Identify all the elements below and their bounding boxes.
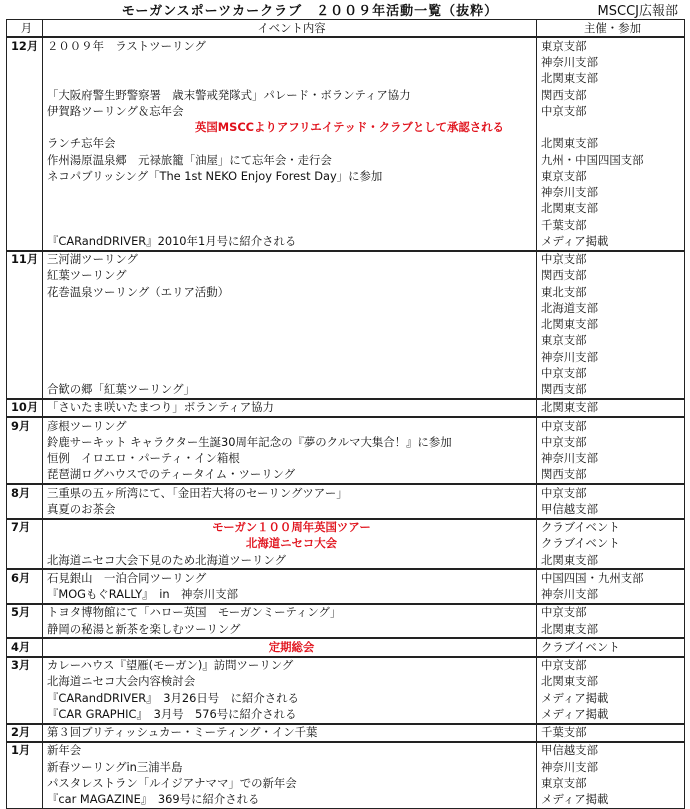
event-cell: 三河湖ツーリング [43,251,537,268]
event-cell: トヨタ博物館にて「ハロー英国 モーガンミーティング」 [43,604,537,621]
table-header-row [7,20,685,38]
department-label: MSCCJ広報部 [597,4,678,19]
table-row [7,136,685,152]
title-bar [0,0,690,18]
host-cell: 神奈川支部 [537,185,685,201]
month-cell [7,201,43,217]
table-row [7,690,685,706]
event-cell: 『car MAGAZINE』 369号に紹介される [43,792,537,809]
table-row [7,604,685,621]
table-row [7,417,685,434]
host-cell: 北関東支部 [537,317,685,333]
event-cell: 『CAR GRAPHIC』 3月号 576号に紹介される [43,706,537,723]
event-cell: 三重県の五ヶ所湾にて、「金田若大将のセーリングツアー」 [43,484,537,501]
host-cell: 北関東支部 [537,674,685,690]
host-cell: 甲信越支部 [537,501,685,518]
host-cell: 北関東支部 [537,399,685,417]
table-row [7,536,685,552]
table-row [7,300,685,316]
table-row [7,251,685,268]
table-row [7,399,685,417]
table-row [7,152,685,168]
table-row [7,775,685,791]
host-cell: 北海道支部 [537,300,685,316]
month-cell [7,434,43,450]
month-cell: 12月 [7,37,43,54]
event-cell: 「さいたま咲いたまつり」ボランティア協力 [43,399,537,417]
event-cell [43,333,537,349]
page-title: モーガンスポーツカークラブ ２００９年活動一覧（抜粋） [121,4,499,19]
table-row [7,501,685,518]
event-cell: 鈴鹿サーキット キャラクター生誕30周年記念の『夢のクルマ大集合！』に参加 [43,434,537,450]
host-cell: 神奈川支部 [537,759,685,775]
host-column-header: 主催・参加 [537,20,685,38]
month-cell: 7月 [7,519,43,536]
host-cell: 神奈川支部 [537,55,685,71]
month-cell [7,467,43,484]
host-cell: 千葉支部 [537,724,685,742]
host-cell: 中京支部 [537,417,685,434]
event-cell: 合歓の郷「紅葉ツーリング」 [43,382,537,399]
month-cell [7,300,43,316]
month-cell [7,87,43,103]
host-cell: 東京支部 [537,37,685,54]
month-cell [7,775,43,791]
month-cell: 9月 [7,417,43,434]
table-row [7,37,685,54]
host-cell: 神奈川支部 [537,451,685,467]
event-cell: 彦根ツーリング [43,417,537,434]
host-cell: 神奈川支部 [537,349,685,365]
table-row [7,317,685,333]
table-row [7,657,685,674]
event-cell [43,365,537,381]
host-cell: 北関東支部 [537,552,685,569]
month-cell: 1月 [7,742,43,759]
table-row [7,55,685,71]
event-cell: 新春ツーリングin三浦半島 [43,759,537,775]
activity-table [6,19,685,809]
month-cell [7,382,43,399]
month-cell [7,120,43,136]
month-cell: 5月 [7,604,43,621]
event-cell [43,185,537,201]
table-row [7,759,685,775]
host-cell: 千葉支部 [537,217,685,233]
event-cell: 紅葉ツーリング [43,268,537,284]
month-cell: 8月 [7,484,43,501]
month-cell: 10月 [7,399,43,417]
table-row [7,365,685,381]
month-cell [7,317,43,333]
host-cell: 九州・中国四国支部 [537,152,685,168]
host-cell: 北関東支部 [537,201,685,217]
event-column-header: イベント内容 [43,20,537,38]
event-cell: 真夏のお茶会 [43,501,537,518]
event-cell: 恒例 イロエロ・パーティ・イン箱根 [43,451,537,467]
host-cell: 関西支部 [537,87,685,103]
event-cell [43,349,537,365]
event-cell: カレーハウス『望雁(モーガン)』訪問ツーリング [43,657,537,674]
table-row [7,217,685,233]
month-cell [7,706,43,723]
event-cell: 英国MSCCよりアフリエイテッド・クラブとして承認される [43,120,537,136]
month-cell [7,451,43,467]
month-cell [7,55,43,71]
event-cell: 花巻温泉ツーリング（エリア活動） [43,284,537,300]
event-cell: 琵琶湖ログハウスでのティータイム・ツーリング [43,467,537,484]
host-cell [537,120,685,136]
event-cell: 石見銀山 一泊合同ツーリング [43,569,537,586]
host-cell: 甲信越支部 [537,742,685,759]
table-row [7,201,685,217]
month-cell [7,152,43,168]
table-row [7,742,685,759]
event-cell: 『MOGもぐRALLY』 in 神奈川支部 [43,587,537,604]
host-cell: 中京支部 [537,365,685,381]
host-cell: 関西支部 [537,467,685,484]
month-cell: 4月 [7,638,43,656]
host-cell: メディア掲載 [537,792,685,809]
month-cell: 11月 [7,251,43,268]
event-cell: パスタレストラン「ルイジアナママ」での新年会 [43,775,537,791]
event-cell: 北海道ニセコ大会下見のため北海道ツーリング [43,552,537,569]
host-cell: メディア掲載 [537,690,685,706]
event-cell: 新年会 [43,742,537,759]
table-row [7,382,685,399]
host-cell: 東京支部 [537,333,685,349]
table-row [7,349,685,365]
month-cell [7,233,43,250]
host-cell: クラブイベント [537,536,685,552]
table-row [7,434,685,450]
month-cell [7,103,43,119]
month-column-header: 月 [7,20,43,38]
month-cell: 6月 [7,569,43,586]
event-cell: 作州湯原温泉郷 元禄旅籠「油屋」にて忘年会・走行会 [43,152,537,168]
host-cell: 中国四国・九州支部 [537,569,685,586]
table-row [7,71,685,87]
table-row [7,233,685,250]
table-row [7,587,685,604]
event-cell: 「大阪府警生野警察署 歳末警戒発隊式」パレード・ボランティア協力 [43,87,537,103]
host-cell: 神奈川支部 [537,587,685,604]
host-cell: 東京支部 [537,775,685,791]
month-cell [7,217,43,233]
table-row [7,284,685,300]
host-cell: メディア掲載 [537,706,685,723]
event-cell: ネコパブリッシング「The 1st NEKO Enjoy Forest Day」に参加 [43,168,537,184]
event-cell: ランチ忘年会 [43,136,537,152]
event-cell: 北海道ニセコ大会内容検討会 [43,674,537,690]
event-cell: 第３回ブリティッシュカー・ミーティング・イン千葉 [43,724,537,742]
month-cell [7,284,43,300]
table-row [7,333,685,349]
table-row [7,519,685,536]
event-cell: 北海道ニセコ大会 [43,536,537,552]
table-row [7,103,685,119]
table-row [7,467,685,484]
table-row [7,621,685,638]
event-cell: 定期総会 [43,638,537,656]
host-cell: 北関東支部 [537,136,685,152]
event-cell [43,55,537,71]
event-cell [43,71,537,87]
month-cell [7,349,43,365]
table-row [7,638,685,656]
month-cell [7,536,43,552]
month-cell [7,185,43,201]
host-cell: メディア掲載 [537,233,685,250]
month-cell [7,501,43,518]
event-cell [43,217,537,233]
month-cell [7,168,43,184]
event-cell: 『CARandDRIVER』2010年1月号に紹介される [43,233,537,250]
host-cell: 北関東支部 [537,71,685,87]
table-row [7,552,685,569]
event-cell: ２００９年 ラストツーリング [43,37,537,54]
host-cell: 関西支部 [537,268,685,284]
month-cell [7,71,43,87]
host-cell: 中京支部 [537,434,685,450]
host-cell: 関西支部 [537,382,685,399]
table-row [7,484,685,501]
event-cell [43,300,537,316]
event-cell: モーガン１００周年英国ツアー [43,519,537,536]
host-cell: 北関東支部 [537,621,685,638]
event-cell: 静岡の秘湯と新茶を楽しむツーリング [43,621,537,638]
host-cell: クラブイベント [537,638,685,656]
table-row [7,185,685,201]
table-row [7,569,685,586]
table-row [7,451,685,467]
table-row [7,168,685,184]
host-cell: クラブイベント [537,519,685,536]
host-cell: 東北支部 [537,284,685,300]
month-cell [7,674,43,690]
month-cell [7,621,43,638]
month-cell [7,552,43,569]
host-cell: 東京支部 [537,168,685,184]
host-cell: 中京支部 [537,657,685,674]
table-row [7,724,685,742]
table-row [7,268,685,284]
month-cell [7,268,43,284]
event-cell: 『CARandDRIVER』 3月26日号 に紹介される [43,690,537,706]
table-row [7,120,685,136]
table-row [7,706,685,723]
host-cell: 中京支部 [537,484,685,501]
month-cell [7,587,43,604]
host-cell: 中京支部 [537,103,685,119]
month-cell [7,759,43,775]
month-cell [7,136,43,152]
month-cell: 2月 [7,724,43,742]
month-cell [7,333,43,349]
month-cell: 3月 [7,657,43,674]
event-cell [43,317,537,333]
event-cell: 伊賀路ツーリング＆忘年会 [43,103,537,119]
activity-table-body [7,37,685,808]
event-cell [43,201,537,217]
month-cell [7,365,43,381]
table-row [7,674,685,690]
host-cell: 中京支部 [537,251,685,268]
month-cell [7,690,43,706]
host-cell: 中京支部 [537,604,685,621]
table-row [7,87,685,103]
